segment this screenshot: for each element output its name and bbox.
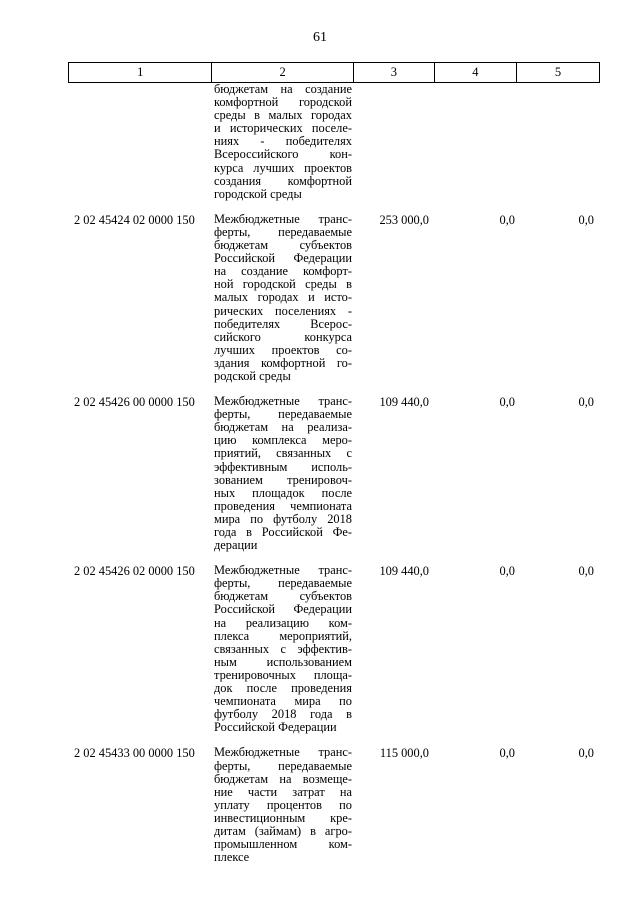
description-line: малых городах и исто- [214,291,352,305]
description-line: лучших проектов со- [214,343,352,357]
code-cell: 2 02 45433 00 0000 150 [74,746,195,761]
header-col-2: 2 [212,63,353,82]
description-line: ферты, передаваемые [214,577,352,591]
description-line: дерации [214,539,258,553]
description-line: инвестиционным кре- [214,811,352,825]
description-line: уплату процентов по [214,798,352,812]
description-line: Российской Федерации [214,721,337,735]
budget-table [68,62,600,864]
header-col-5: 5 [517,63,600,82]
description-line: мира по футболу 2018 [214,512,352,526]
header-col-3: 3 [354,63,435,82]
description-line: связанных с эффектив- [214,642,352,656]
header-col-4: 4 [435,63,517,82]
table-row [68,395,600,552]
description-line: чемпионата мира по [214,695,352,709]
description-line: родской среды [214,369,291,383]
description-line: промышленном ком- [214,838,352,852]
description-line: здания комфортной го- [214,356,352,370]
table-row [68,746,600,864]
description-line: плексе [214,851,250,865]
description-line: Межбюджетные транс- [214,395,352,409]
description-line: ферты, передаваемые [214,759,352,773]
description-line: цию комплекса меро- [214,434,352,448]
amount-col-3: 109 440,0 [379,395,429,410]
description-line: бюджетам на реализа- [214,421,352,435]
description-cell [212,83,354,201]
code-cell: 2 02 45426 02 0000 150 [74,564,195,579]
table-row [68,564,600,734]
description-line: ных площадок после [214,486,352,500]
description-line: ниях - победителях [214,135,352,149]
description-line: городской среды [214,187,302,201]
description-line: ферты, передаваемые [214,408,352,422]
amount-col-5: 0,0 [578,395,594,410]
amount-col-4: 0,0 [499,746,515,761]
amount-col-4: 0,0 [499,212,515,227]
code-cell: 2 02 45426 00 0000 150 [74,395,195,410]
description-line: приятий, связанных с [214,447,352,461]
description-line: и исторических поселе- [214,122,352,136]
description-line: плекса мероприятий, [214,629,352,643]
description-line: ферты, передаваемые [214,225,352,239]
description-line: среды в малых городах [214,109,352,123]
amount-col-5: 0,0 [578,212,594,227]
description-line: док после проведения [214,682,352,696]
description-line: создания комфортной [214,174,352,188]
code-cell: 2 02 45424 02 0000 150 [74,212,195,227]
description-line: рических поселениях - [214,304,352,318]
description-cell [212,746,354,864]
table-row [68,213,600,383]
description-line: бюджетам субъектов [214,590,352,604]
header-col-1: 1 [69,63,212,82]
description-line: дитам (займам) в агро- [214,824,352,838]
description-cell [212,395,354,552]
page-number: 61 [313,30,327,45]
description-line: ным использованием [214,655,352,669]
description-line: на создание комфорт- [214,265,352,279]
description-line: Всероссийского кон- [214,148,352,162]
description-line: футболу 2018 года в [214,708,352,722]
description-line: бюджетам на возмеще- [214,772,352,786]
amount-col-3: 109 440,0 [379,564,429,579]
description-line: зованием тренировоч- [214,473,352,487]
description-line: сийского конкурса [214,330,352,344]
description-line: эффективным исполь- [214,460,352,474]
table-row-continuation [68,83,600,201]
description-line: на реализацию ком- [214,616,352,630]
amount-col-3: 115 000,0 [379,746,429,761]
description-line: курса лучших проектов [214,161,352,175]
description-line: Российской Федерации [214,603,352,617]
description-line: Межбюджетные транс- [214,212,352,226]
amount-col-3: 253 000,0 [379,212,429,227]
description-line: бюджетам субъектов [214,239,352,253]
description-line: Российской Федерации [214,252,352,266]
description-cell [212,213,354,383]
amount-col-5: 0,0 [578,564,594,579]
description-line: бюджетам на создание [214,83,352,96]
amount-col-4: 0,0 [499,395,515,410]
table-header [68,62,600,83]
description-line: Межбюджетные транс- [214,746,352,760]
description-line: проведения чемпионата [214,499,352,513]
description-cell [212,564,354,734]
description-line: ние части затрат на [214,785,352,799]
amount-col-4: 0,0 [499,564,515,579]
description-line: тренировочных площа- [214,668,352,682]
amount-col-5: 0,0 [578,746,594,761]
description-line: Межбюджетные транс- [214,564,352,578]
description-line: комфортной городской [214,96,352,110]
description-line: года в Российской Фе- [214,526,352,539]
description-line: победителях Всерос- [214,317,352,331]
description-line: ной городской среды в [214,278,352,292]
